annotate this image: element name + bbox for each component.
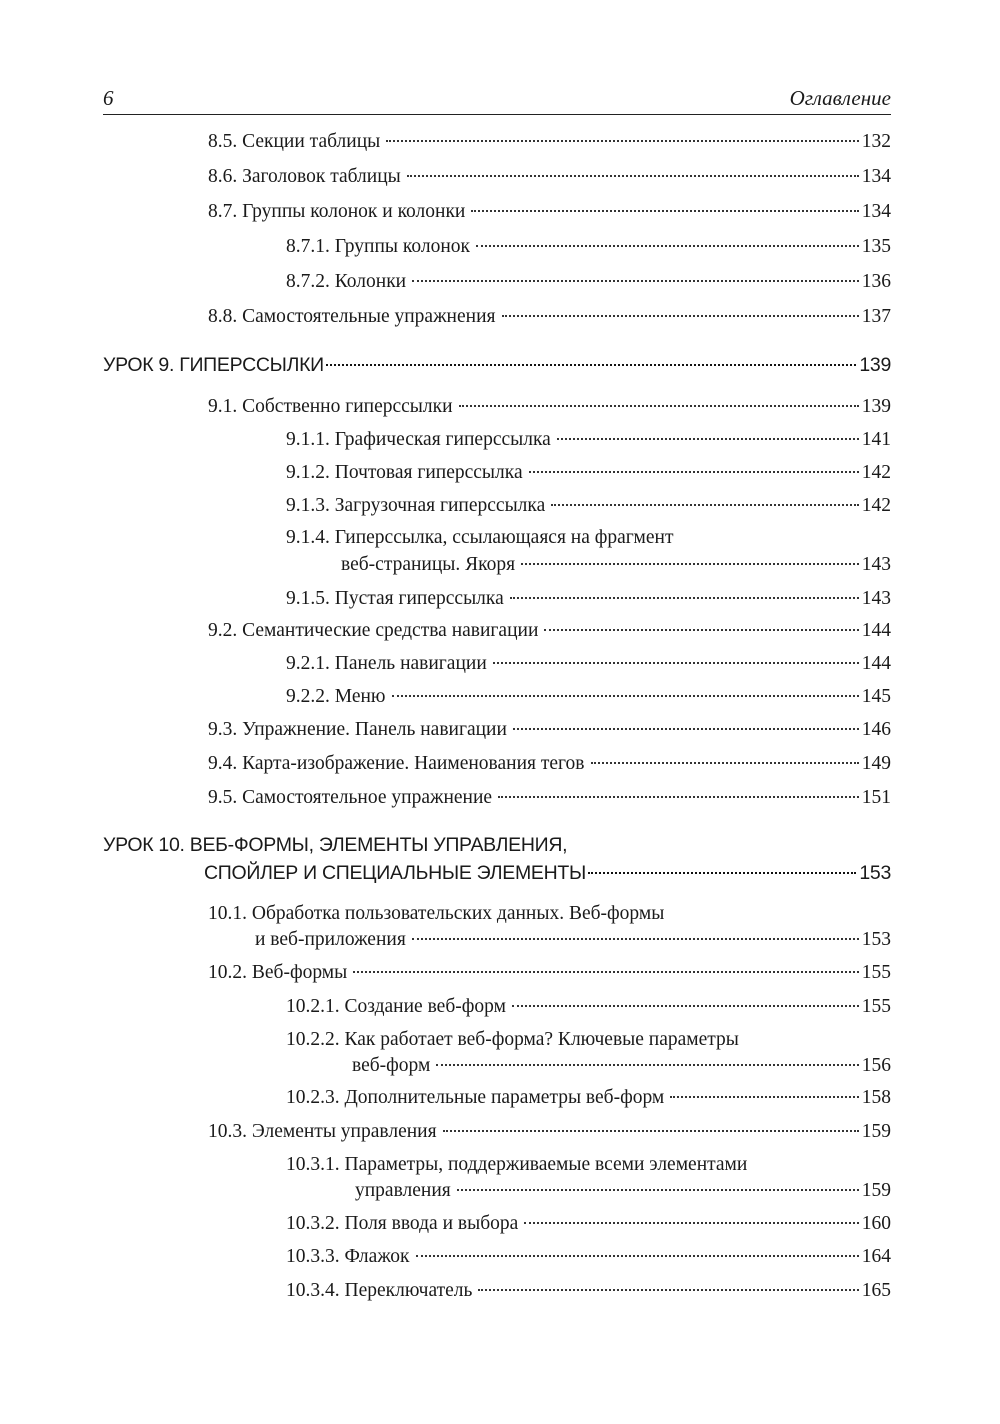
dot-leader	[670, 1096, 858, 1098]
toc-entry-9-5[interactable]	[208, 787, 891, 809]
toc-entry-9-2-2[interactable]	[286, 686, 891, 708]
toc-entry-10-2[interactable]	[208, 962, 891, 984]
toc-entry-9-1-2[interactable]	[286, 462, 891, 484]
toc-page-number: 155	[861, 962, 891, 983]
toc-entry-10-1[interactable]	[255, 929, 891, 951]
running-title: Оглавление	[789, 86, 891, 110]
toc-entry-10-3-1-line1[interactable]: 10.3.1. Параметры, поддерживаемые всеми элементами	[286, 1154, 748, 1175]
toc-entry-10-3-2[interactable]	[286, 1213, 891, 1235]
toc-entry-10-3[interactable]	[208, 1121, 891, 1143]
toc-page-number: 142	[861, 495, 891, 516]
toc-page-number: 156	[861, 1055, 891, 1076]
dot-leader	[498, 796, 859, 798]
dot-leader	[551, 504, 859, 506]
toc-page-number: 139	[859, 354, 891, 376]
toc-entry-title: 8.7.1. Группы колонок	[286, 236, 471, 257]
toc-entry-9-2[interactable]	[208, 620, 891, 642]
toc-entry-8-7[interactable]	[208, 201, 891, 223]
toc-entry-title: 8.8. Самостоятельные упражнения	[208, 306, 496, 327]
toc-entry-title: 9.2. Семантические средства навигации	[208, 620, 539, 641]
dot-leader	[386, 140, 859, 142]
toc-entry-8-5[interactable]	[208, 131, 891, 153]
toc-page-number: 143	[861, 554, 891, 575]
page-header	[103, 84, 891, 115]
toc-page-number: 165	[861, 1280, 891, 1301]
toc-page-number: 146	[861, 719, 891, 740]
dot-leader	[476, 245, 859, 247]
toc-page-number: 153	[861, 929, 891, 950]
toc-entry-10-2-2[interactable]	[352, 1055, 891, 1077]
toc-entry-title: 10.3.4. Переключатель	[286, 1280, 473, 1301]
toc-entry-8-6[interactable]	[208, 166, 891, 188]
toc-page-number: 159	[861, 1121, 891, 1142]
dot-leader	[513, 728, 859, 730]
toc-page-number: 164	[861, 1246, 891, 1267]
toc-entry-9-1-4-line1[interactable]: 9.1.4. Гиперссылка, ссылающаяся на фрагмент	[286, 527, 674, 548]
toc-page-number: 155	[861, 996, 891, 1017]
dot-leader	[588, 872, 856, 874]
dot-leader	[512, 1005, 859, 1007]
toc-page-number: 139	[861, 396, 891, 417]
toc-entry-9-1-5[interactable]	[286, 588, 891, 610]
toc-entry-title: 10.3.3. Флажок	[286, 1246, 410, 1267]
toc-entry-title: 9.1.1. Графическая гиперссылка	[286, 429, 551, 450]
dot-leader	[407, 175, 859, 177]
toc-entry-title: 8.5. Секции таблицы	[208, 131, 381, 152]
dot-leader	[591, 762, 859, 764]
toc-page-number: 143	[861, 588, 891, 609]
toc-entry-9-2-1[interactable]	[286, 653, 891, 675]
toc-entry-title: 9.1.2. Почтовая гиперссылка	[286, 462, 523, 483]
page-number: 6	[103, 86, 114, 110]
toc-entry-9-1-4[interactable]	[341, 554, 891, 576]
dot-leader	[521, 563, 859, 565]
toc-entry-title: 10.2.3. Дополнительные параметры веб-форм	[286, 1087, 665, 1108]
toc-entry-10-2-2-line1[interactable]: 10.2.2. Как работает веб-форма? Ключевые параметры	[286, 1029, 739, 1050]
toc-entry-title: и веб-приложения	[255, 929, 406, 950]
toc-entry-9-3[interactable]	[208, 719, 891, 741]
toc-entry-title: веб-форм	[352, 1055, 431, 1076]
toc-page-number: 135	[861, 236, 891, 257]
toc-entry-title: 10.3. Элементы управления	[208, 1121, 437, 1142]
dot-leader	[392, 695, 859, 697]
toc-entry-title: 9.4. Карта-изображение. Наименования тегов	[208, 753, 585, 774]
toc-page-number: 134	[861, 201, 891, 222]
toc-entry-10-3-1[interactable]	[355, 1180, 891, 1202]
dot-leader	[353, 971, 859, 973]
toc-entry-title: управления	[355, 1180, 451, 1201]
toc-chapter-10[interactable]	[204, 862, 891, 885]
toc-page-number: 158	[861, 1087, 891, 1108]
toc-page-number: 142	[861, 462, 891, 483]
toc-entry-8-8[interactable]	[208, 306, 891, 328]
toc-entry-title: 9.2.2. Меню	[286, 686, 386, 707]
toc-entry-title: веб-страницы. Якоря	[341, 554, 516, 575]
dot-leader	[326, 364, 856, 366]
dot-leader	[443, 1130, 859, 1132]
toc-entry-title: 9.3. Упражнение. Панель навигации	[208, 719, 507, 740]
toc-entry-8-7-1[interactable]	[286, 236, 891, 258]
toc-entry-title: 9.1. Собственно гиперссылки	[208, 396, 453, 417]
dot-leader	[493, 662, 859, 664]
toc-chapter-title: СПОЙЛЕР И СПЕЦИАЛЬНЫЕ ЭЛЕМЕНТЫ	[204, 862, 586, 884]
dot-leader	[557, 438, 859, 440]
toc-entry-10-3-4[interactable]	[286, 1280, 891, 1302]
toc-entry-10-2-3[interactable]	[286, 1087, 891, 1109]
toc-entry-title: 10.2. Веб-формы	[208, 962, 348, 983]
toc-page-number: 141	[861, 429, 891, 450]
toc-entry-title: 9.5. Самостоятельное упражнение	[208, 787, 493, 808]
toc-entry-9-1[interactable]	[208, 396, 891, 418]
toc-page-number: 151	[861, 787, 891, 808]
dot-leader	[471, 210, 858, 212]
toc-page-number: 159	[861, 1180, 891, 1201]
toc-page-number: 145	[861, 686, 891, 707]
toc-entry-title: 10.3.2. Поля ввода и выбора	[286, 1213, 519, 1234]
toc-page-number: 134	[861, 166, 891, 187]
toc-page-number: 144	[861, 620, 891, 641]
toc-entry-9-4[interactable]	[208, 753, 891, 775]
toc-page-number: 144	[861, 653, 891, 674]
toc-entry-title: 10.2.1. Создание веб-форм	[286, 996, 506, 1017]
toc-entry-title: 8.6. Заголовок таблицы	[208, 166, 401, 187]
dot-leader	[544, 629, 858, 631]
toc-entry-10-1-line1[interactable]: 10.1. Обработка пользовательских данных. Веб-формы	[208, 903, 665, 924]
toc-page-number: 137	[861, 306, 891, 327]
toc-entry-title: 9.2.1. Панель навигации	[286, 653, 487, 674]
toc-page-number: 160	[861, 1213, 891, 1234]
toc-entry-title: 8.7. Группы колонок и колонки	[208, 201, 466, 222]
toc-chapter-10-line1[interactable]: УРОК 10. ВЕБ-ФОРМЫ, ЭЛЕМЕНТЫ УПРАВЛЕНИЯ,	[103, 834, 568, 856]
dot-leader	[457, 1189, 859, 1191]
toc-page-number: 153	[859, 862, 891, 884]
toc-entry-8-7-2[interactable]	[286, 271, 891, 293]
toc-entry-10-2-1[interactable]	[286, 996, 891, 1018]
toc-page-number: 132	[861, 131, 891, 152]
dot-leader	[478, 1289, 858, 1291]
dot-leader	[436, 1064, 858, 1066]
toc-entry-10-3-3[interactable]	[286, 1246, 891, 1268]
toc-chapter-title: УРОК 9. ГИПЕРССЫЛКИ	[103, 354, 324, 376]
toc-chapter-9[interactable]	[103, 354, 891, 377]
dot-leader	[416, 1255, 859, 1257]
toc-entry-9-1-3[interactable]	[286, 495, 891, 517]
dot-leader	[510, 597, 859, 599]
toc-entry-title: 9.1.3. Загрузочная гиперссылка	[286, 495, 546, 516]
dot-leader	[524, 1222, 858, 1224]
dot-leader	[412, 280, 859, 282]
toc-entry-title: 9.1.5. Пустая гиперссылка	[286, 588, 504, 609]
dot-leader	[412, 938, 859, 940]
toc-page-number: 149	[861, 753, 891, 774]
dot-leader	[459, 405, 859, 407]
dot-leader	[529, 471, 859, 473]
dot-leader	[502, 315, 859, 317]
toc-page-number: 136	[861, 271, 891, 292]
toc-entry-9-1-1[interactable]	[286, 429, 891, 451]
toc-entry-title: 8.7.2. Колонки	[286, 271, 407, 292]
